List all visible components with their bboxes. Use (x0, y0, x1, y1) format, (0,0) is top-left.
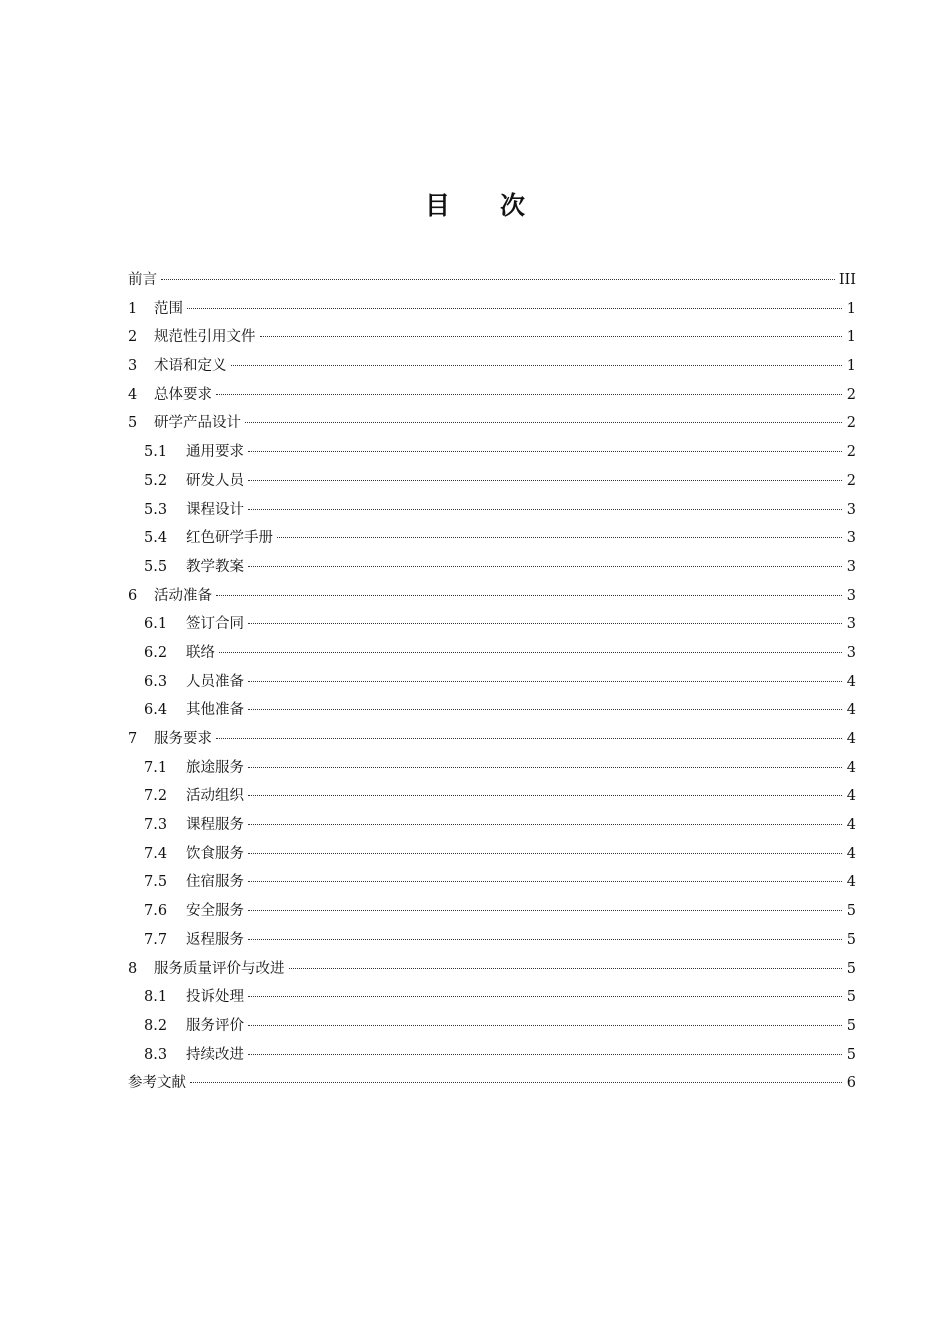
toc-entry[interactable] (128, 782, 856, 811)
dot-leader (248, 681, 842, 682)
toc-entry[interactable] (128, 524, 856, 553)
toc-entry[interactable] (128, 381, 856, 410)
dot-leader (248, 566, 842, 567)
toc-entry-label: 旅途服务 (186, 759, 244, 776)
toc-entry-page-number: 5 (846, 960, 856, 977)
toc-entry-number: 7.7 (144, 931, 168, 948)
toc-entry-label: 服务质量评价与改进 (154, 960, 285, 977)
toc-entry-label: 服务评价 (186, 1017, 244, 1034)
toc-entry-label: 返程服务 (186, 931, 244, 948)
toc-entry[interactable] (128, 868, 856, 897)
toc-entry-label: 研学产品设计 (154, 415, 241, 432)
toc-entry-label: 服务要求 (154, 731, 212, 747)
toc-entry-page-number: 4 (846, 673, 856, 690)
toc-entry-page-number: 5 (846, 903, 856, 920)
toc-entry-number: 7.2 (144, 788, 168, 805)
toc-entry-label: 签订合同 (186, 616, 244, 633)
toc-entry-label: 安全服务 (186, 903, 244, 920)
toc-entry-label: 规范性引用文件 (154, 329, 256, 346)
toc-entry-label: 红色研学手册 (186, 530, 273, 547)
dot-leader (248, 853, 842, 854)
toc-entry-label: 饮食服务 (186, 845, 244, 862)
toc-entry[interactable] (128, 295, 856, 324)
toc-entry-number: 8 (128, 960, 138, 977)
toc-entry-label: 教学教案 (186, 558, 244, 575)
toc-entry-label: 术语和定义 (154, 358, 227, 375)
dot-leader (161, 279, 835, 280)
dot-leader (216, 738, 842, 739)
toc-entry-page-number: 1 (846, 329, 856, 346)
table-of-contents (128, 266, 856, 1098)
dot-leader (216, 595, 842, 596)
toc-entry-page-number: III (838, 272, 856, 288)
toc-entry[interactable] (128, 266, 856, 295)
toc-entry[interactable] (128, 582, 856, 611)
dot-leader (231, 365, 843, 366)
toc-entry-page-number: 3 (846, 616, 856, 633)
dot-leader (248, 509, 842, 510)
toc-entry[interactable] (128, 955, 856, 984)
toc-entry-number: 6.3 (144, 673, 168, 690)
toc-entry-label: 前言 (128, 272, 157, 288)
toc-entry-number: 5.1 (144, 444, 168, 461)
dot-leader (248, 939, 842, 940)
toc-entry-number: 5.3 (144, 501, 168, 518)
toc-entry[interactable] (128, 1069, 856, 1098)
toc-entry-number: 7.3 (144, 817, 168, 834)
dot-leader (248, 1054, 842, 1055)
toc-entry-label: 课程设计 (186, 501, 244, 518)
toc-entry[interactable] (128, 840, 856, 869)
toc-entry-page-number: 3 (846, 644, 856, 661)
toc-entry-number: 3 (128, 358, 138, 375)
dot-leader (248, 881, 842, 882)
toc-entry-label: 活动准备 (154, 587, 212, 604)
toc-entry-page-number: 2 (846, 415, 856, 432)
toc-entry[interactable] (128, 668, 856, 697)
toc-entry-number: 1 (128, 300, 138, 317)
toc-entry-page-number: 4 (846, 731, 856, 747)
toc-entry[interactable] (128, 811, 856, 840)
toc-entry-label: 通用要求 (186, 444, 244, 461)
toc-entry-number: 7 (128, 731, 138, 747)
toc-entry-number: 5.5 (144, 558, 168, 575)
toc-entry[interactable] (128, 897, 856, 926)
toc-entry-page-number: 2 (846, 444, 856, 461)
dot-leader (289, 968, 843, 969)
toc-entry-number: 6.2 (144, 644, 168, 661)
toc-entry-number: 6.4 (144, 702, 168, 719)
toc-entry[interactable] (128, 610, 856, 639)
toc-entry[interactable] (128, 352, 856, 381)
toc-entry[interactable] (128, 1012, 856, 1041)
toc-entry-page-number: 4 (846, 759, 856, 776)
toc-entry[interactable] (128, 926, 856, 955)
dot-leader (248, 767, 842, 768)
toc-entry-number: 7.1 (144, 759, 168, 776)
toc-entry[interactable] (128, 467, 856, 496)
toc-entry[interactable] (128, 1041, 856, 1070)
dot-leader (248, 795, 842, 796)
toc-entry-page-number: 2 (846, 472, 856, 489)
toc-entry[interactable] (128, 696, 856, 725)
toc-entry-number: 7.4 (144, 845, 168, 862)
dot-leader (245, 422, 842, 423)
toc-entry-number: 7.5 (144, 874, 168, 891)
dot-leader (248, 910, 842, 911)
toc-entry-page-number: 5 (846, 931, 856, 948)
toc-entry-label: 投诉处理 (186, 989, 244, 1006)
toc-entry-number: 5.2 (144, 472, 168, 489)
toc-entry-page-number: 4 (846, 845, 856, 862)
toc-entry-label: 参考文献 (128, 1075, 186, 1092)
toc-entry-page-number: 5 (846, 1046, 856, 1063)
toc-entry-page-number: 5 (846, 1017, 856, 1034)
toc-entry[interactable] (128, 725, 856, 754)
toc-entry-label: 人员准备 (186, 673, 244, 690)
toc-entry-number: 6.1 (144, 616, 168, 633)
toc-entry-number: 8.2 (144, 1017, 168, 1034)
toc-entry[interactable] (128, 639, 856, 668)
dot-leader (260, 336, 843, 337)
toc-entry-number: 6 (128, 587, 138, 604)
toc-entry-page-number: 1 (846, 300, 856, 317)
dot-leader (248, 480, 842, 481)
toc-entry-label: 其他准备 (186, 702, 244, 719)
toc-entry-page-number: 3 (846, 501, 856, 518)
toc-entry-label: 课程服务 (186, 817, 244, 834)
dot-leader (248, 824, 842, 825)
toc-entry[interactable] (128, 496, 856, 525)
dot-leader (248, 709, 842, 710)
dot-leader (190, 1082, 842, 1083)
toc-entry-label: 研发人员 (186, 472, 244, 489)
toc-entry[interactable] (128, 438, 856, 467)
dot-leader (248, 623, 842, 624)
dot-leader (187, 308, 842, 309)
toc-entry[interactable] (128, 553, 856, 582)
toc-entry-page-number: 4 (846, 817, 856, 834)
dot-leader (216, 394, 842, 395)
toc-entry-number: 5 (128, 415, 138, 432)
toc-entry[interactable] (128, 409, 856, 438)
toc-entry[interactable] (128, 754, 856, 783)
dot-leader (219, 652, 842, 653)
toc-entry-page-number: 3 (846, 587, 856, 604)
toc-entry-page-number: 1 (846, 358, 856, 375)
toc-entry-label: 联络 (186, 644, 215, 661)
toc-entry-page-number: 5 (846, 989, 856, 1006)
toc-entry-page-number: 2 (846, 386, 856, 403)
toc-entry-page-number: 6 (846, 1075, 856, 1092)
toc-entry-page-number: 3 (846, 530, 856, 547)
toc-entry-number: 5.4 (144, 530, 168, 547)
toc-entry-label: 范围 (154, 300, 183, 317)
toc-entry[interactable] (128, 323, 856, 352)
toc-entry-label: 总体要求 (154, 386, 212, 403)
toc-entry-number: 7.6 (144, 903, 168, 920)
toc-entry-number: 2 (128, 329, 138, 346)
toc-entry-page-number: 3 (846, 558, 856, 575)
dot-leader (248, 451, 842, 452)
toc-entry-number: 4 (128, 386, 138, 403)
dot-leader (248, 1025, 842, 1026)
toc-entry-page-number: 4 (846, 874, 856, 891)
dot-leader (248, 996, 842, 997)
toc-entry-label: 持续改进 (186, 1046, 244, 1063)
toc-entry[interactable] (128, 983, 856, 1012)
dot-leader (277, 537, 842, 538)
toc-entry-label: 活动组织 (186, 788, 244, 805)
toc-entry-label: 住宿服务 (186, 874, 244, 891)
toc-entry-number: 8.1 (144, 989, 168, 1006)
toc-title: 目 次 (424, 191, 525, 220)
toc-entry-page-number: 4 (846, 788, 856, 805)
toc-entry-page-number: 4 (846, 702, 856, 719)
toc-entry-number: 8.3 (144, 1046, 168, 1063)
